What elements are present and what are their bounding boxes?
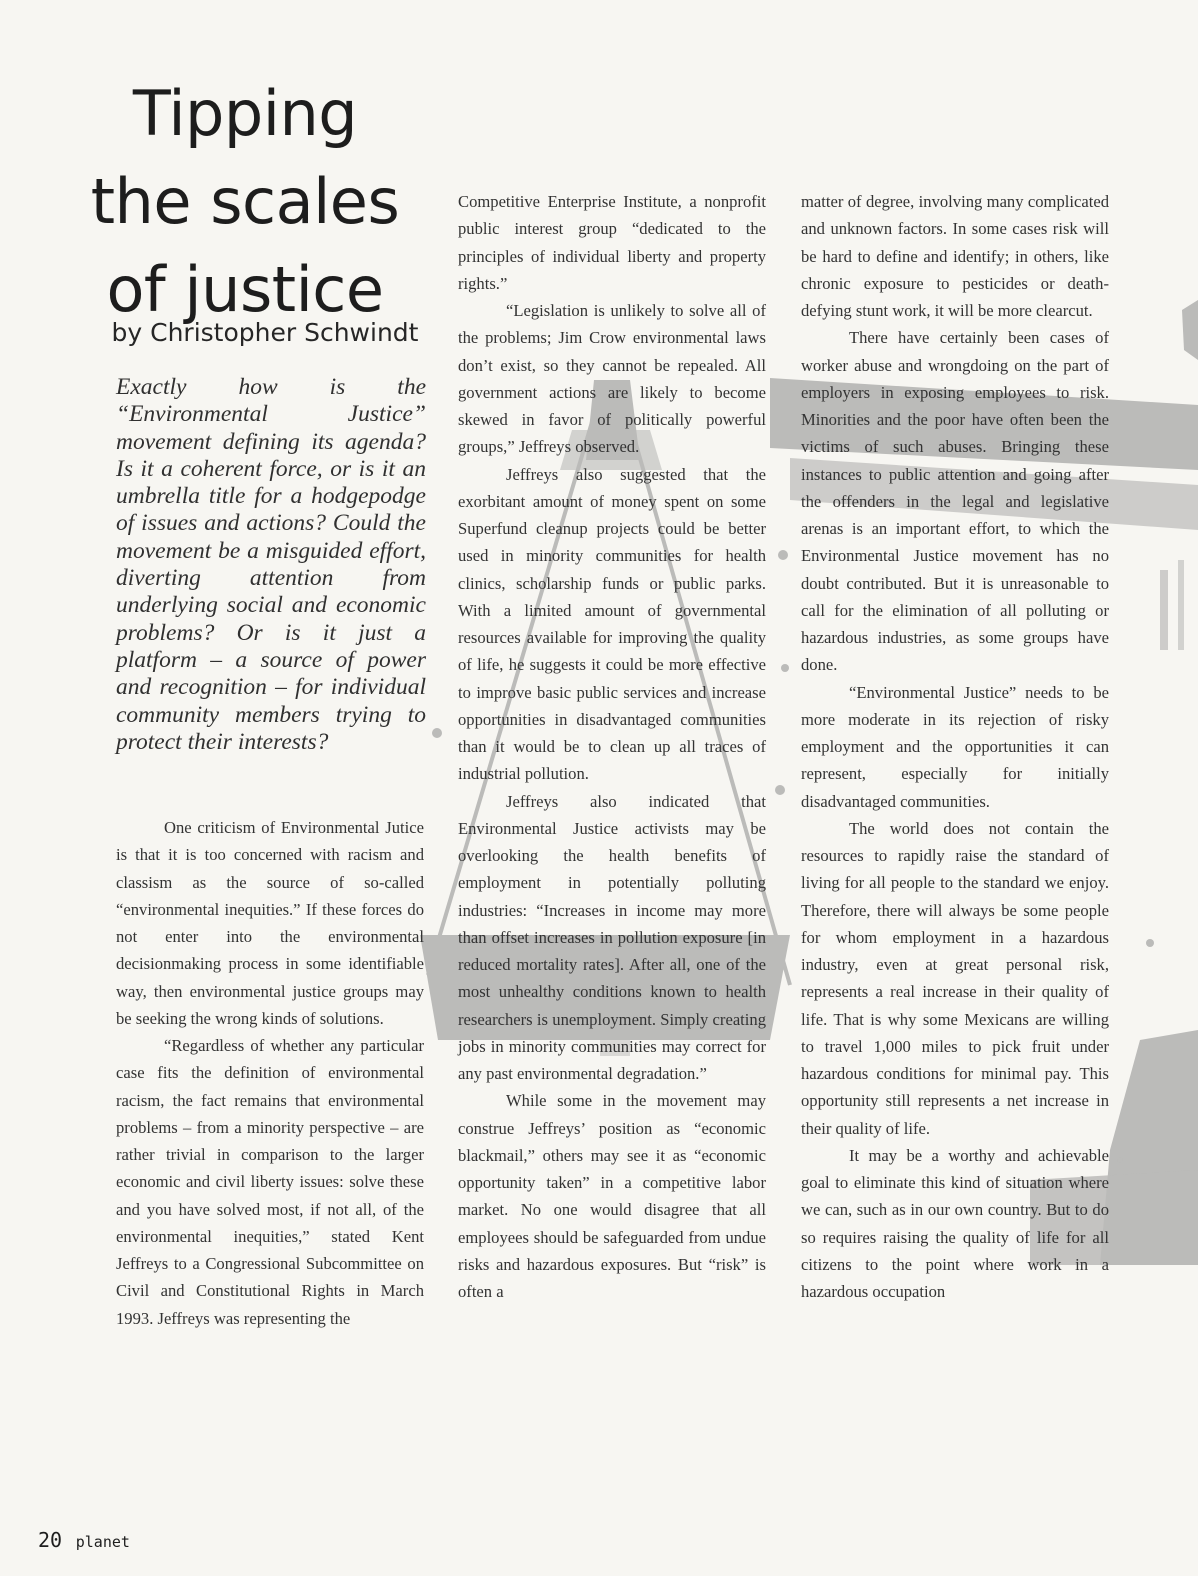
body-column-2: [458, 188, 766, 1305]
title-line: the scales: [90, 165, 400, 238]
paragraph: “Environmental Justice” needs to be more moderate in its rejection of risky employment and the opportunities it can represent, especially for initially disadvantaged communities.: [801, 682, 1109, 811]
article-title: [80, 70, 410, 334]
page-footer: [38, 1528, 130, 1552]
paragraph: “Legislation is unlikely to solve all of the problems; Jim Crow environmental laws don’t exist, so they cannot be repealed. All government actions are likely to become skewed in favor of politically powerful groups,” Jeffreys observed.: [458, 301, 766, 457]
paragraph: “Regardless of whether any particular case fits the definition of environmental racism, the fact remains that environmental problems – from a minority perspective – are rather trivial in comparison to the larger economic and civil liberty issues: solve these and you have solved most, if not all, of the environmental inequities,” stated Kent Jeffreys to a Congressional Subcommittee on Civil and Constitutional Rights in March 1993. Jeffreys was representing the: [116, 1036, 424, 1328]
body-column-3: [801, 188, 1109, 1305]
paragraph: It may be a worthy and achievable goal to eliminate this kind of situation where we can, such as in our own country. But to do so requires raising the quality of life for all citizens to the point where work in a hazardous occupation: [801, 1145, 1109, 1301]
paragraph: One criticism of Environmental Jutice is that it is too concerned with racism and classism as the source of so-called “environmental inequities.” If these forces do not enter into the environmental decisionmaking process in some identifiable way, then environmental justice groups may be seeking the wrong kinds of solutions.: [116, 818, 424, 1028]
title-line: of justice: [106, 253, 384, 326]
deck-intro: Exactly how is the “Environmental Justice” movement defining its agenda? Is it a coherent force, or is it an umbrella title for a hodgepodge of issues and actions? Could the movement be a misguided effort, diverting attention from underlying social and economic problems? Or is it just a platform – a source of power and recognition – for individual community members trying to protect their interests?: [116, 374, 426, 755]
paragraph: The world does not contain the resources to rapidly raise the standard of living for all people to the standard we enjoy. Therefore, there will always be some people for whom employment in a hazardous industry, even at great personal risk, represents a real increase in their quality of life. That is why some Mexicans are willing to travel 1,000 miles to pick fruit under hazardous conditions for minimal pay. This opportunity still represents a net increase in their quality of life.: [801, 818, 1109, 1138]
body-column-1: [116, 814, 424, 1332]
paragraph: Competitive Enterprise Institute, a nonprofit public interest group “dedicated to the principles of individual liberty and property rights.”: [458, 192, 766, 293]
page-number: 20: [38, 1528, 63, 1552]
title-line: Tipping: [132, 77, 358, 150]
paragraph: There have certainly been cases of worker abuse and wrongdoing on the part of employers in exposing employees to risk. Minorities and the poor have often been the victims of such abuses. Bringing these instances to public attention and going after the offenders in the legal and legislative arenas is an important effort, to which the Environmental Justice movement has no doubt contributed. But it is unreasonable to call for the elimination of all polluting or hazardous industries, as some groups have done.: [801, 328, 1109, 675]
paragraph: Jeffreys also suggested that the exorbitant amount of money spent on some Superfund cleanup projects could be better used in minority communities for health clinics, scholarship funds or public parks. With a limited amount of governmental resources available for improving the quality of life, he suggests it could be more effective to improve basic public services and increase opportunities in disadvantaged communities than it would be to clean up all traces of industrial pollution.: [458, 464, 766, 784]
magazine-name: planet: [75, 1533, 130, 1551]
paragraph: Jeffreys also indicated that Environmental Justice activists may be overlooking the health benefits of employment in potentially polluting industries: “Increases in income may more than offset increases in pollution exposure [in reduced mortality rates]. After all, one of the most unhealthy conditions known to health researchers is unemployment. Simply creating jobs in minority communities may correct for any past environmental degradation.”: [458, 791, 766, 1083]
byline: by Christopher Schwindt: [111, 318, 419, 347]
paragraph: matter of degree, involving many complicated and unknown factors. In some cases risk will be hard to define and identify; in others, like chronic exposure to pesticides or death-defying stunt work, it will be more clearcut.: [801, 192, 1109, 320]
paragraph: While some in the movement may construe Jeffreys’ position as “economic blackmail,” others may see it as “economic opportunity taken” in a competitive labor market. No one would disagree that all employees should be safeguarded from undue risks and hazardous exposures. But “risk” is often a: [458, 1091, 766, 1301]
